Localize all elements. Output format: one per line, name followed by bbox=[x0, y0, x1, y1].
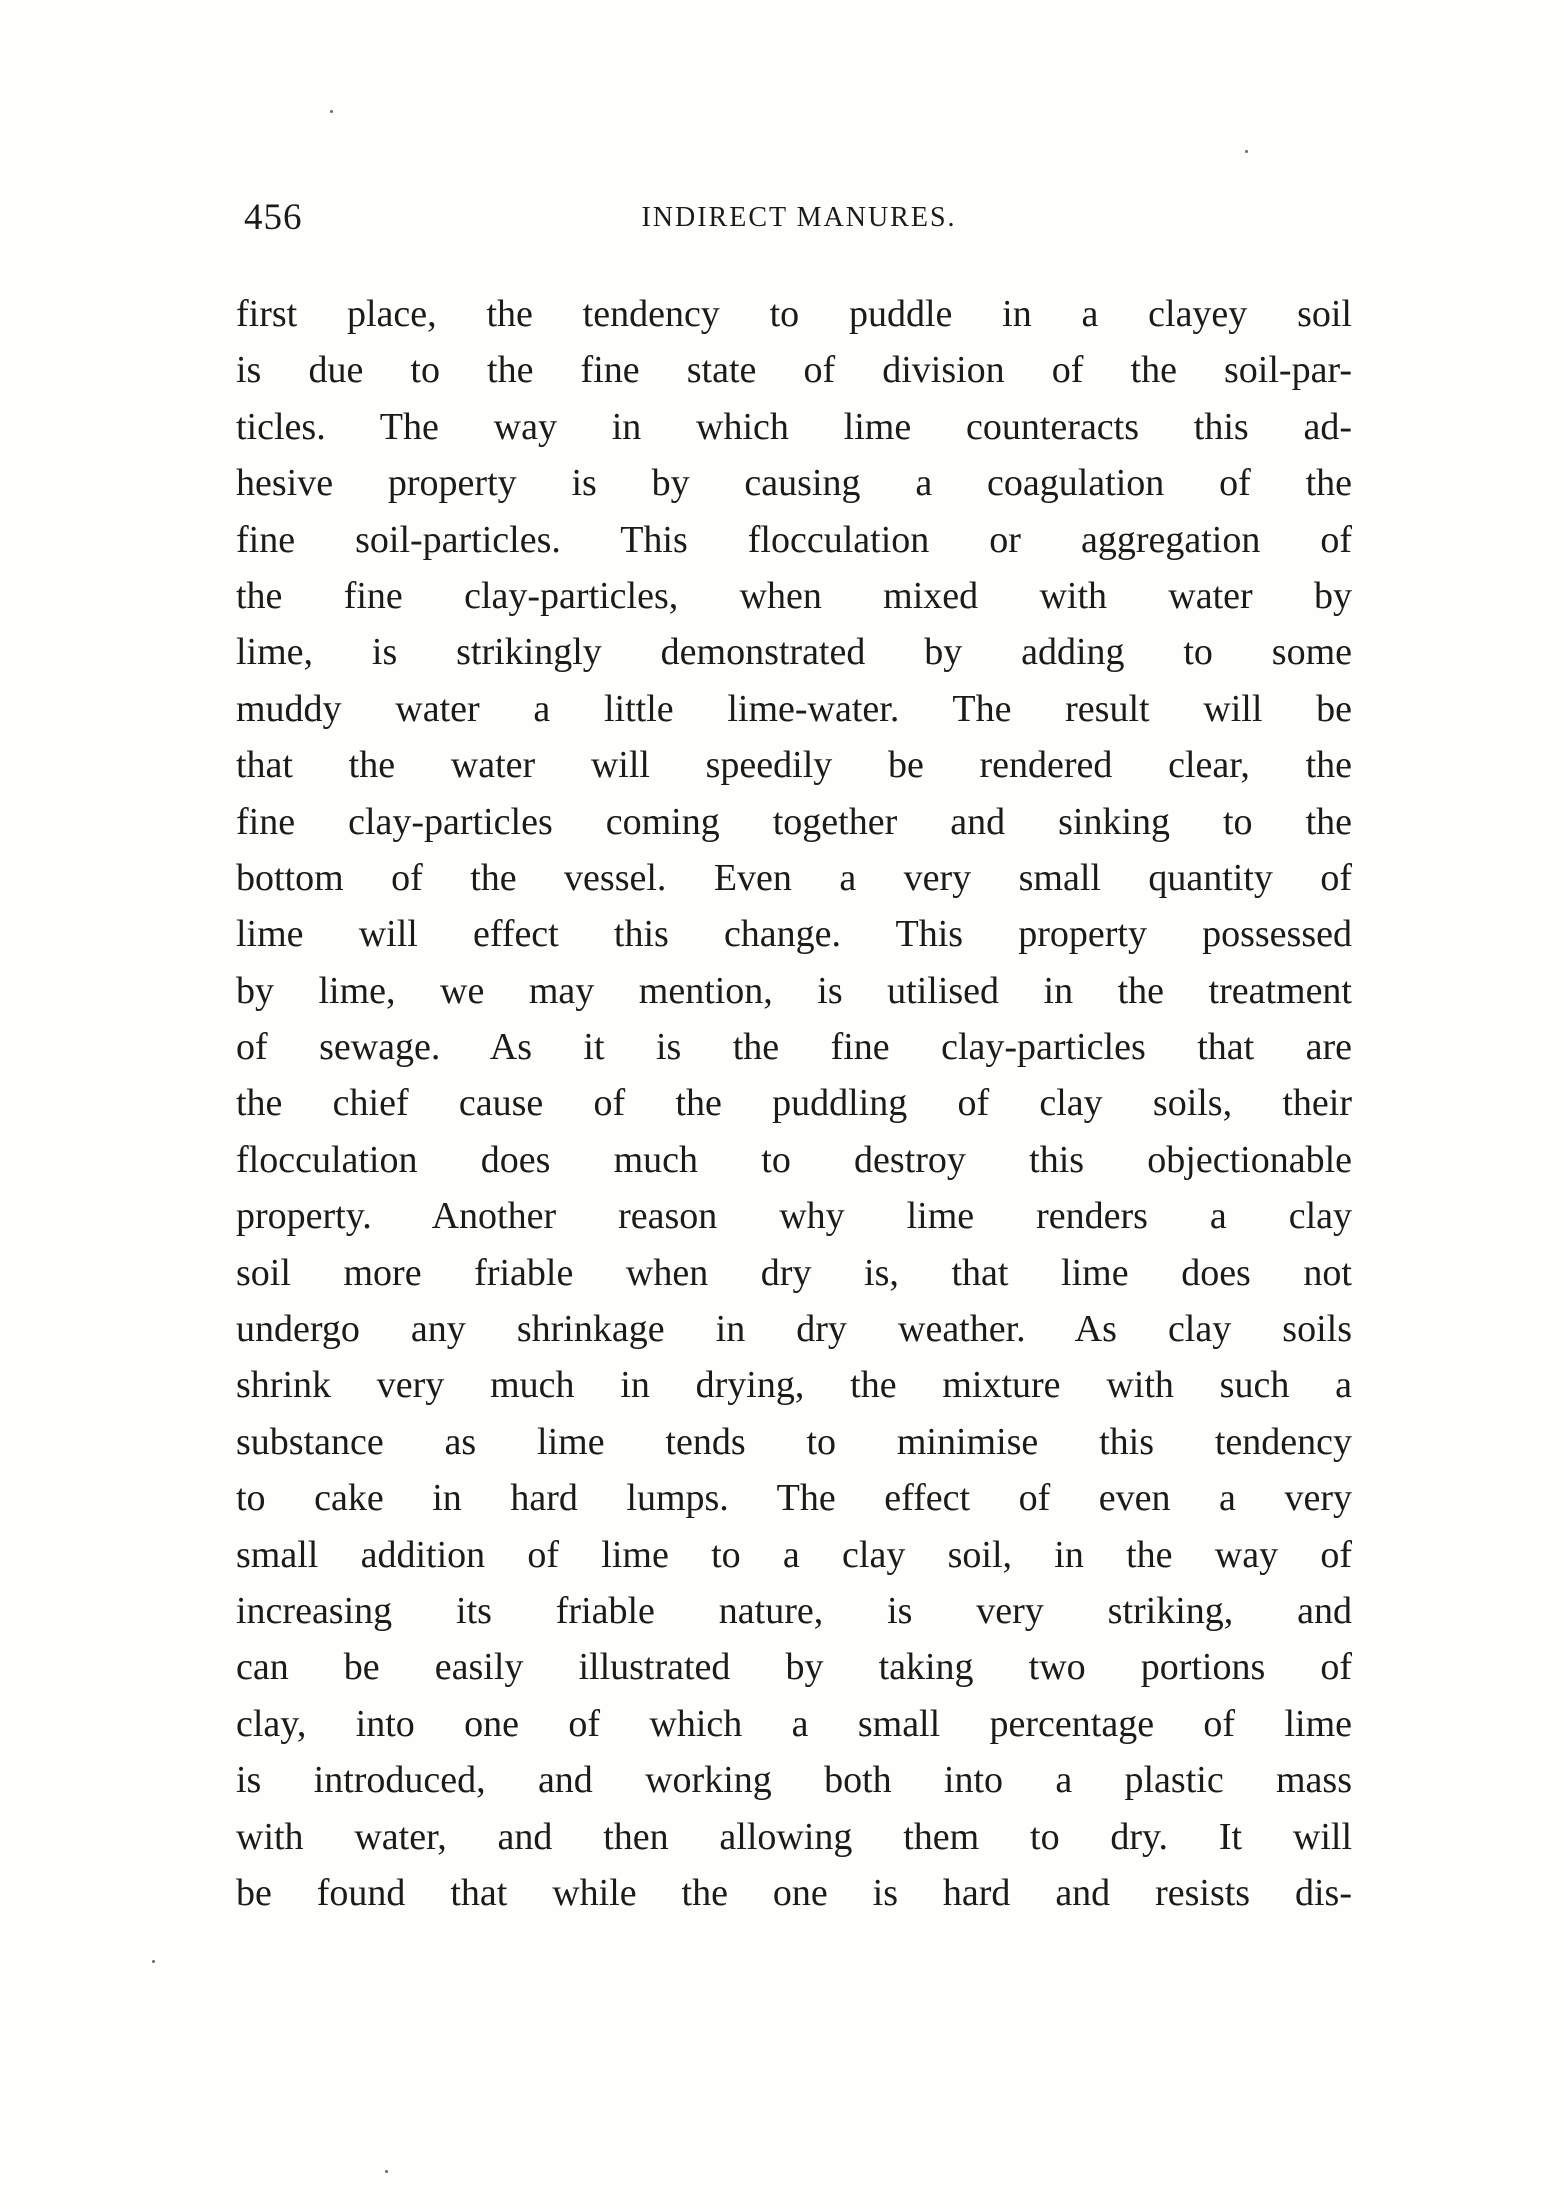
running-head: INDIRECT MANURES. bbox=[641, 202, 957, 233]
text-line: clay, into one of which a small percentage of lime bbox=[236, 1702, 1352, 1745]
text-line: shrink very much in drying, the mixture with such a bbox=[236, 1364, 1352, 1407]
text-line: ticles. The way in which lime counteracts this ad- bbox=[236, 405, 1352, 448]
text-line: of sewage. As it is the fine clay-particles that are bbox=[236, 1026, 1352, 1069]
text-line: hesive property is by causing a coagulation of the bbox=[236, 462, 1352, 505]
text-line: with water, and then allowing them to dry. It will bbox=[236, 1815, 1352, 1858]
text-line: is due to the fine state of division of the soil-par- bbox=[236, 349, 1352, 392]
text-line: lime, is strikingly demonstrated by adding to some bbox=[236, 631, 1352, 674]
text-line: increasing its friable nature, is very striking, and bbox=[236, 1589, 1352, 1632]
paper-speck bbox=[152, 1960, 155, 1963]
text-line: be found that while the one is hard and resists dis- bbox=[236, 1871, 1352, 1914]
text-line: fine clay-particles coming together and sinking to the bbox=[236, 800, 1352, 843]
text-line: muddy water a little lime-water. The result will be bbox=[236, 687, 1352, 730]
page-header bbox=[244, 196, 1354, 256]
text-line: that the water will speedily be rendered clear, the bbox=[236, 744, 1352, 787]
paper-speck bbox=[330, 110, 333, 113]
text-line: can be easily illustrated by taking two portions of bbox=[236, 1646, 1352, 1689]
page-number: 456 bbox=[244, 197, 303, 238]
text-line: by lime, we may mention, is utilised in the treatment bbox=[236, 969, 1352, 1012]
text-line: substance as lime tends to minimise this tendency bbox=[236, 1420, 1352, 1463]
text-line: first place, the tendency to puddle in a clayey soil bbox=[236, 293, 1352, 335]
body-text bbox=[236, 286, 1352, 1921]
paper-speck bbox=[385, 2170, 388, 2173]
text-line: undergo any shrinkage in dry weather. As clay soils bbox=[236, 1308, 1352, 1351]
text-line: bottom of the vessel. Even a very small quantity of bbox=[236, 856, 1352, 899]
text-line: lime will effect this change. This property possessed bbox=[236, 913, 1352, 956]
text-line: fine soil-particles. This flocculation or aggregation of bbox=[236, 518, 1352, 561]
text-line: the chief cause of the puddling of clay soils, their bbox=[236, 1082, 1352, 1125]
text-line: the fine clay-particles, when mixed with water by bbox=[236, 574, 1352, 617]
text-line: flocculation does much to destroy this objectionable bbox=[236, 1138, 1352, 1181]
text-line: soil more friable when dry is, that lime does not bbox=[236, 1251, 1352, 1294]
text-line: small addition of lime to a clay soil, in the way of bbox=[236, 1533, 1352, 1576]
text-line: is introduced, and working both into a plastic mass bbox=[236, 1759, 1352, 1802]
text-line: property. Another reason why lime renders a clay bbox=[236, 1195, 1352, 1238]
paper-speck bbox=[1245, 150, 1248, 153]
text-line: to cake in hard lumps. The effect of even a very bbox=[236, 1477, 1352, 1520]
